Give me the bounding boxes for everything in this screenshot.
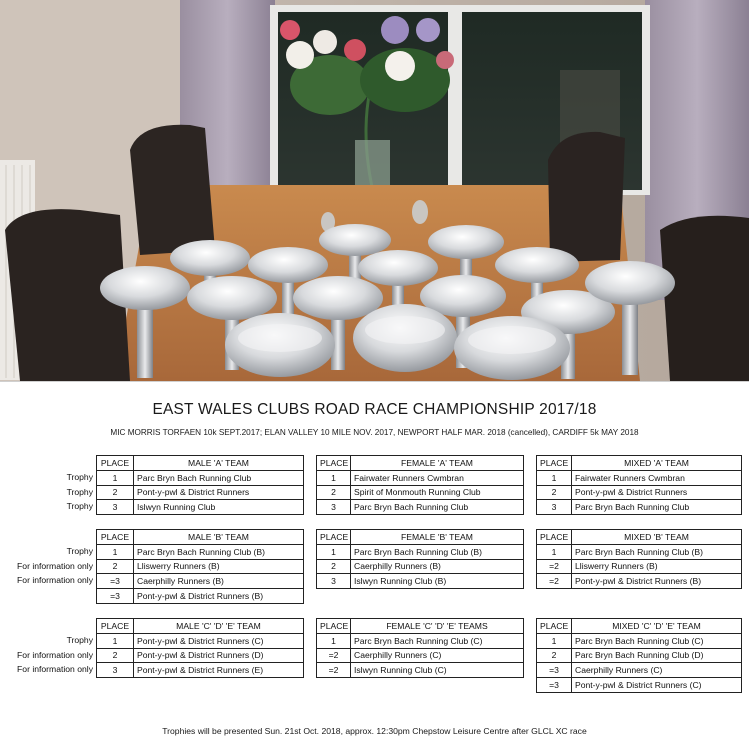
table-row (537, 633, 742, 648)
table-row (537, 648, 742, 663)
table-row (317, 633, 524, 648)
club-cell: Parc Bryn Bach Running Club (D) (572, 648, 742, 663)
place-header: PLACE (537, 456, 572, 471)
club-cell: Islwyn Running Club (C) (351, 663, 524, 678)
club-cell: Parc Bryn Bach Running Club (B) (572, 544, 742, 559)
row-label: For information only (17, 664, 93, 675)
document-title: EAST WALES CLUBS ROAD RACE CHAMPIONSHIP 2017/18 (152, 401, 597, 418)
club-cell: Parc Bryn Bach Running Club (134, 470, 304, 485)
place-cell: 1 (317, 470, 351, 485)
club-cell: Spirit of Monmouth Running Club (351, 485, 524, 500)
table-row (97, 574, 304, 589)
place-cell: =2 (317, 663, 351, 678)
row-label: Trophy (66, 501, 93, 512)
table-row (537, 663, 742, 678)
place-cell: 3 (537, 500, 572, 515)
table-row (317, 574, 524, 589)
row-label: For information only (17, 649, 93, 660)
club-cell: Islwyn Running Club (B) (351, 574, 524, 589)
club-cell: Pont-y-pwl & District Runners (E) (134, 663, 304, 678)
club-cell: Pont-y-pwl & District Runners (134, 485, 304, 500)
place-cell: 3 (97, 663, 134, 678)
place-cell: 1 (537, 470, 572, 485)
table-row (317, 648, 524, 663)
table-row (537, 678, 742, 693)
place-cell: 1 (97, 470, 134, 485)
place-header: PLACE (97, 619, 134, 634)
place-cell: 3 (317, 500, 351, 515)
club-cell: Parc Bryn Bach Running Club (572, 500, 742, 515)
table-title: FEMALE 'C' 'D' 'E' TEAMS (351, 619, 524, 634)
club-cell: Caerphilly Runners (C) (572, 663, 742, 678)
place-header: PLACE (317, 619, 351, 634)
place-cell: 2 (97, 485, 134, 500)
club-cell: Pont-y-pwl & District Runners (C) (134, 633, 304, 648)
row-label: Trophy (66, 471, 93, 482)
place-header: PLACE (97, 530, 134, 545)
row-label: For information only (17, 575, 93, 586)
place-header: PLACE (317, 530, 351, 545)
club-cell: Lliswerry Runners (B) (572, 559, 742, 574)
club-cell: Caerphilly Runners (B) (351, 559, 524, 574)
place-cell: =3 (97, 574, 134, 589)
table-row (317, 470, 524, 485)
female-b-team-table (316, 529, 524, 589)
club-cell: Pont-y-pwl & District Runners (572, 485, 742, 500)
row-labels-a (0, 455, 96, 514)
place-cell: 2 (97, 648, 134, 663)
document-footer: Trophies will be presented Sun. 21st Oct. 2018, approx. 12:30pm Chepstow Leisure Centre after GLCL XC race (162, 726, 587, 736)
place-cell: =2 (537, 574, 572, 589)
male-a-team-table (96, 455, 304, 515)
club-cell: Lliswerry Runners (B) (134, 559, 304, 574)
place-cell: 2 (317, 485, 351, 500)
club-cell: Fairwater Runners Cwmbran (351, 470, 524, 485)
place-cell: 2 (537, 648, 572, 663)
row-label: Trophy (66, 545, 93, 556)
table-row (537, 574, 742, 589)
place-header: PLACE (537, 619, 572, 634)
place-header: PLACE (317, 456, 351, 471)
table-row (97, 633, 304, 648)
place-cell: =2 (317, 648, 351, 663)
table-row (97, 544, 304, 559)
place-cell: 1 (317, 633, 351, 648)
club-cell: Caerphilly Runners (C) (351, 648, 524, 663)
table-row (97, 648, 304, 663)
table-row (317, 663, 524, 678)
table-row (317, 500, 524, 515)
table-row (317, 559, 524, 574)
table-row (97, 559, 304, 574)
female-cde-team-table (316, 618, 524, 678)
table-title: MALE 'A' TEAM (134, 456, 304, 471)
table-title: MALE 'B' TEAM (134, 530, 304, 545)
place-cell: 2 (537, 485, 572, 500)
row-labels-c (0, 618, 96, 677)
table-row (317, 544, 524, 559)
place-cell: =2 (537, 559, 572, 574)
place-header: PLACE (97, 456, 134, 471)
table-row (537, 544, 742, 559)
row-label: For information only (17, 560, 93, 571)
table-row (97, 500, 304, 515)
table-row (97, 663, 304, 678)
place-cell: 2 (317, 559, 351, 574)
place-cell: 1 (317, 544, 351, 559)
place-cell: 1 (537, 544, 572, 559)
place-cell: =3 (537, 663, 572, 678)
row-label: Trophy (66, 486, 93, 497)
table-title: MIXED 'A' TEAM (572, 456, 742, 471)
place-cell: =3 (97, 589, 134, 604)
club-cell: Fairwater Runners Cwmbran (572, 470, 742, 485)
table-row (97, 589, 304, 604)
place-cell: =3 (537, 678, 572, 693)
row-labels-b (0, 529, 96, 588)
club-cell: Islwyn Running Club (134, 500, 304, 515)
table-title: MIXED 'C' 'D' 'E' TEAM (572, 619, 742, 634)
table-title: FEMALE 'B' TEAM (351, 530, 524, 545)
table-row (537, 559, 742, 574)
place-header: PLACE (537, 530, 572, 545)
club-cell: Caerphilly Runners (B) (134, 574, 304, 589)
mixed-b-team-table (536, 529, 742, 589)
club-cell: Parc Bryn Bach Running Club (C) (572, 633, 742, 648)
table-row (97, 470, 304, 485)
male-b-team-table (96, 529, 304, 604)
document-subtitle: MIC MORRIS TORFAEN 10k SEPT.2017; ELAN VALLEY 10 MILE NOV. 2017, NEWPORT HALF MAR. 2018 (cancelled), CARDIFF 5k MAY 2018 (110, 428, 639, 437)
table-row (97, 485, 304, 500)
table-row (317, 485, 524, 500)
club-cell: Parc Bryn Bach Running Club (B) (351, 544, 524, 559)
table-row (537, 470, 742, 485)
place-cell: 3 (317, 574, 351, 589)
photo-divider (0, 381, 749, 391)
table-row (537, 500, 742, 515)
club-cell: Pont-y-pwl & District Runners (C) (572, 678, 742, 693)
club-cell: Parc Bryn Bach Running Club (351, 500, 524, 515)
female-a-team-table (316, 455, 524, 515)
place-cell: 3 (97, 500, 134, 515)
table-title: MIXED 'B' TEAM (572, 530, 742, 545)
mixed-cde-team-table (536, 618, 742, 693)
club-cell: Parc Bryn Bach Running Club (B) (134, 544, 304, 559)
male-cde-team-table (96, 618, 304, 678)
place-cell: 1 (97, 633, 134, 648)
table-row (537, 485, 742, 500)
table-title: FEMALE 'A' TEAM (351, 456, 524, 471)
club-cell: Pont-y-pwl & District Runners (B) (134, 589, 304, 604)
club-cell: Pont-y-pwl & District Runners (B) (572, 574, 742, 589)
table-title: MALE 'C' 'D' 'E' TEAM (134, 619, 304, 634)
row-label: Trophy (66, 634, 93, 645)
results-document (0, 391, 749, 749)
club-cell: Pont-y-pwl & District Runners (D) (134, 648, 304, 663)
place-cell: 1 (537, 633, 572, 648)
place-cell: 1 (97, 544, 134, 559)
mixed-a-team-table (536, 455, 742, 515)
club-cell: Parc Bryn Bach Running Club (C) (351, 633, 524, 648)
place-cell: 2 (97, 559, 134, 574)
